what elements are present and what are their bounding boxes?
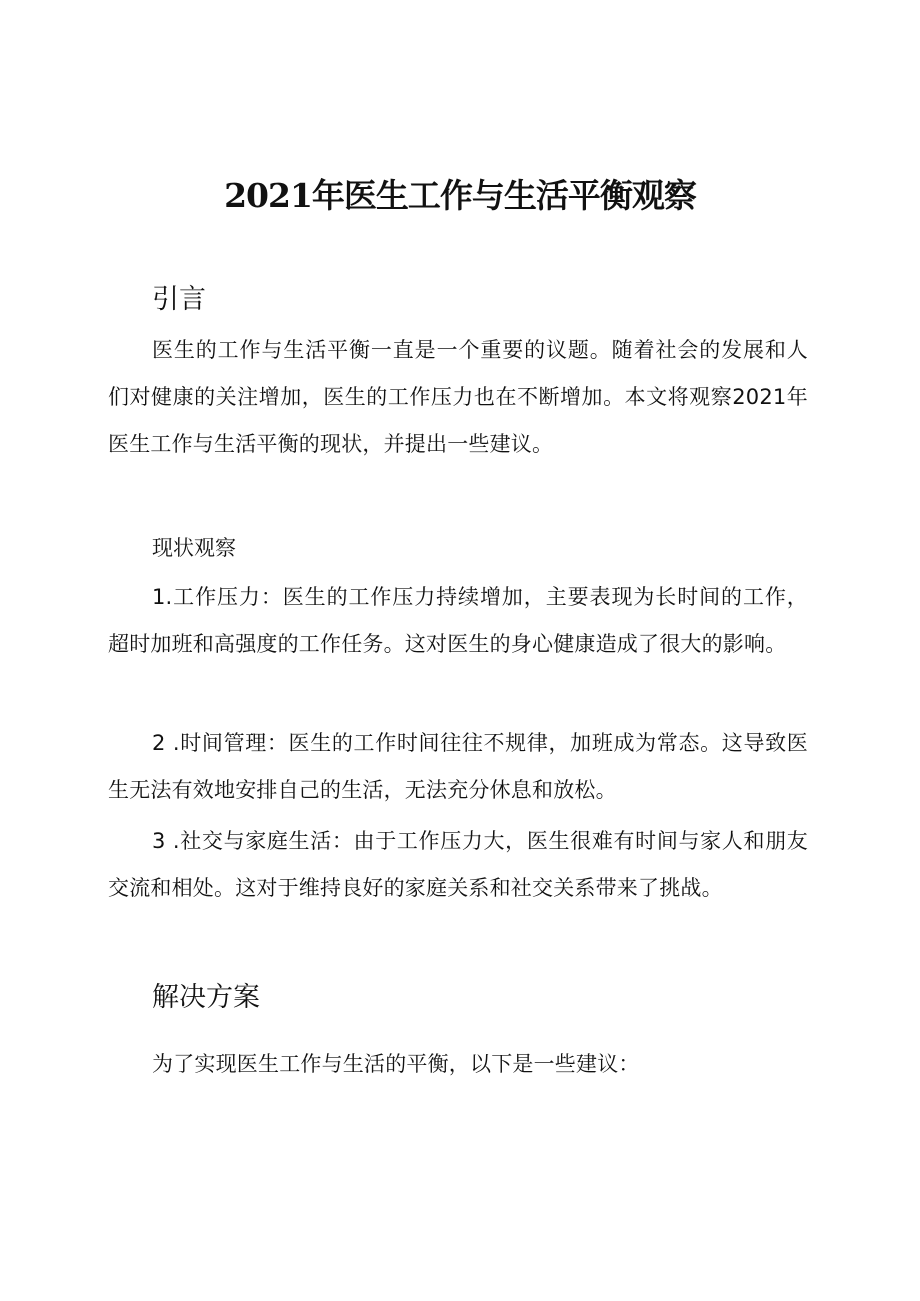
observation-item-1: 1.工作压力：医生的工作压力持续增加，主要表现为长时间的工作，超时加班和高强度的工作任务。这对医生的身心健康造成了很大的影响。 bbox=[108, 585, 808, 656]
section-heading-observation: 现状观察 bbox=[152, 536, 236, 560]
section-heading-solutions: 解决方案 bbox=[152, 982, 260, 1013]
document-title: 2021年医生工作与生活平衡观察 bbox=[224, 176, 696, 215]
section-heading-intro: 引言 bbox=[152, 284, 206, 315]
observation-item-2: 2 .时间管理：医生的工作时间往往不规律，加班成为常态。这导致医生无法有效地安排自己的生活，无法充分休息和放松。 bbox=[108, 731, 808, 802]
intro-paragraph: 医生的工作与生活平衡一直是一个重要的议题。随着社会的发展和人们对健康的关注增加，医生的工作压力也在不断增加。本文将观察2021年医生工作与生活平衡的现状，并提出一些建议。 bbox=[108, 338, 808, 456]
solutions-intro-paragraph: 为了实现医生工作与生活的平衡，以下是一些建议： bbox=[152, 1052, 640, 1076]
observation-item-3: 3 .社交与家庭生活：由于工作压力大，医生很难有时间与家人和朋友交流和相处。这对于维持良好的家庭关系和社交关系带来了挑战。 bbox=[108, 829, 808, 900]
